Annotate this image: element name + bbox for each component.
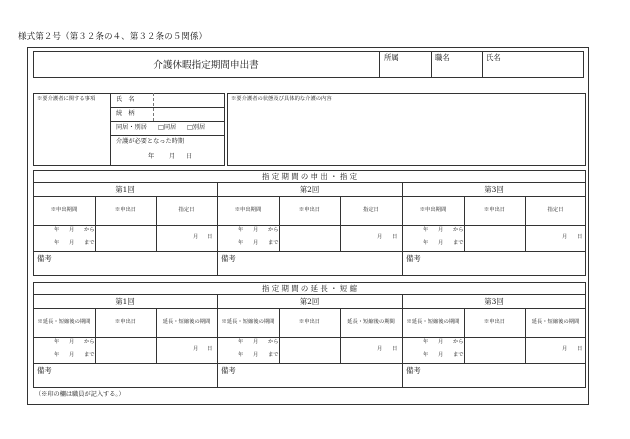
day-char: 日	[392, 346, 398, 352]
day-char: 日	[207, 234, 213, 240]
col-header-request-date: ※申出日	[483, 207, 506, 213]
col-header-changed-period-request: ※延長・短縮後の期間	[37, 319, 91, 325]
col-header-request-date: ※申出日	[114, 319, 137, 325]
col-header-changed-period-request: ※延長・短縮後の期間	[406, 319, 460, 325]
year-char: 年	[238, 227, 244, 233]
name-label: 氏 名	[116, 96, 135, 103]
col-header-changed-period-request: ※延長・短縮後の期間	[221, 319, 275, 325]
month-char: 月	[69, 227, 75, 233]
month-char: 月	[69, 352, 75, 358]
extension-title: 指 定 期 間 の 延 長 ・ 短 縮	[261, 284, 358, 293]
month-char: 月	[562, 234, 568, 240]
year-char: 年	[54, 352, 60, 358]
year-char: 年	[423, 352, 429, 358]
month-char: 月	[193, 234, 199, 240]
care-condition-box	[227, 93, 586, 166]
col-header-request-period: ※申出期間	[50, 207, 78, 213]
month-char: 月	[69, 339, 75, 345]
year-char: 年	[238, 339, 244, 345]
day-char: 日	[207, 346, 213, 352]
month-char: 月	[438, 227, 444, 233]
header-cell-position: 職名	[435, 53, 450, 62]
year-char: 年	[423, 240, 429, 246]
month-char: 月	[438, 240, 444, 246]
designation-round-3: 第3回	[484, 185, 504, 194]
extension-round-2: 第2回	[299, 297, 320, 306]
col-header-changed-period: 延長・短縮後の期間	[531, 319, 580, 325]
year-char: 年	[238, 352, 244, 358]
to-suffix: まで	[268, 352, 279, 358]
year-char: 年	[423, 339, 429, 345]
extension-round-3: 第3回	[484, 297, 504, 306]
care-condition-label: ※要介護者の状態及び具体的な介護の内容	[231, 96, 332, 102]
remarks-label: 備考	[37, 366, 52, 375]
year-char: 年	[423, 227, 429, 233]
cohabitation-label: 同居・別居	[116, 124, 147, 131]
month-char: 月	[253, 339, 259, 345]
month-char: 月	[69, 240, 75, 246]
day-char: 日	[577, 234, 583, 240]
year-char: 年	[54, 227, 60, 233]
from-suffix: から	[268, 227, 279, 233]
month-char: 月	[169, 153, 176, 160]
month-char: 月	[253, 240, 259, 246]
remarks-label: 備考	[406, 254, 421, 263]
col-header-designation-date: 指定日	[178, 207, 195, 213]
remarks-label: 備考	[37, 254, 52, 263]
remarks-label: 備考	[221, 366, 236, 375]
month-char: 月	[193, 346, 199, 352]
from-suffix: から	[453, 339, 464, 345]
col-header-request-period: ※申出期間	[419, 207, 447, 213]
remarks-label: 備考	[221, 254, 236, 263]
to-suffix: まで	[453, 240, 464, 246]
month-char: 月	[438, 352, 444, 358]
footnote: （※印の欄は職員が記入する。）	[35, 391, 125, 398]
day-char: 日	[392, 234, 398, 240]
to-suffix: まで	[84, 240, 95, 246]
form-number: 様式第２号（第３２条の４、第３２条の５関係）	[18, 32, 208, 42]
month-char: 月	[438, 339, 444, 345]
to-suffix: まで	[453, 352, 464, 358]
year-char: 年	[54, 240, 60, 246]
col-header-designation-date: 指定日	[363, 207, 379, 213]
from-suffix: から	[84, 227, 95, 233]
designation-round-2: 第2回	[299, 185, 320, 194]
header-cell-department: 所属	[384, 53, 399, 62]
cohabit-option[interactable]: □同居	[158, 124, 177, 131]
col-header-request-period: ※申出期間	[234, 207, 262, 213]
separate-option[interactable]: □別居	[187, 124, 206, 131]
col-header-changed-period: 延長・短縮後の期間	[162, 319, 211, 325]
care-section-label: ※要介護者に関する事項	[37, 96, 96, 102]
care-needed-label: 介護が必要となった時期	[116, 138, 185, 145]
header-cell-name: 氏名	[486, 53, 501, 62]
year-char: 年	[148, 153, 155, 160]
day-char: 日	[577, 346, 583, 352]
month-char: 月	[253, 227, 259, 233]
remarks-label: 備考	[406, 366, 421, 375]
month-char: 月	[562, 346, 568, 352]
relation-label: 続 柄	[116, 110, 135, 117]
to-suffix: まで	[84, 352, 95, 358]
designation-round-1: 第1回	[115, 185, 135, 194]
month-char: 月	[377, 234, 383, 240]
form-title: 介護休暇指定期間申出書	[153, 60, 259, 71]
designation-title: 指 定 期 間 の 申 出 ・ 指 定	[261, 172, 358, 181]
to-suffix: まで	[268, 240, 279, 246]
col-header-changed-period: 延長・短縮後の期間	[347, 319, 395, 325]
col-header-request-date: ※申出日	[298, 207, 321, 213]
month-char: 月	[253, 352, 259, 358]
year-char: 年	[238, 240, 244, 246]
from-suffix: から	[453, 227, 464, 233]
extension-round-1: 第1回	[115, 297, 135, 306]
col-header-request-date: ※申出日	[114, 207, 137, 213]
year-char: 年	[54, 339, 60, 345]
day-char: 日	[186, 153, 193, 160]
from-suffix: から	[84, 339, 95, 345]
month-char: 月	[377, 346, 383, 352]
from-suffix: から	[268, 339, 279, 345]
col-header-designation-date: 指定日	[547, 207, 564, 213]
col-header-request-date: ※申出日	[483, 319, 506, 325]
col-header-request-date: ※申出日	[298, 319, 321, 325]
